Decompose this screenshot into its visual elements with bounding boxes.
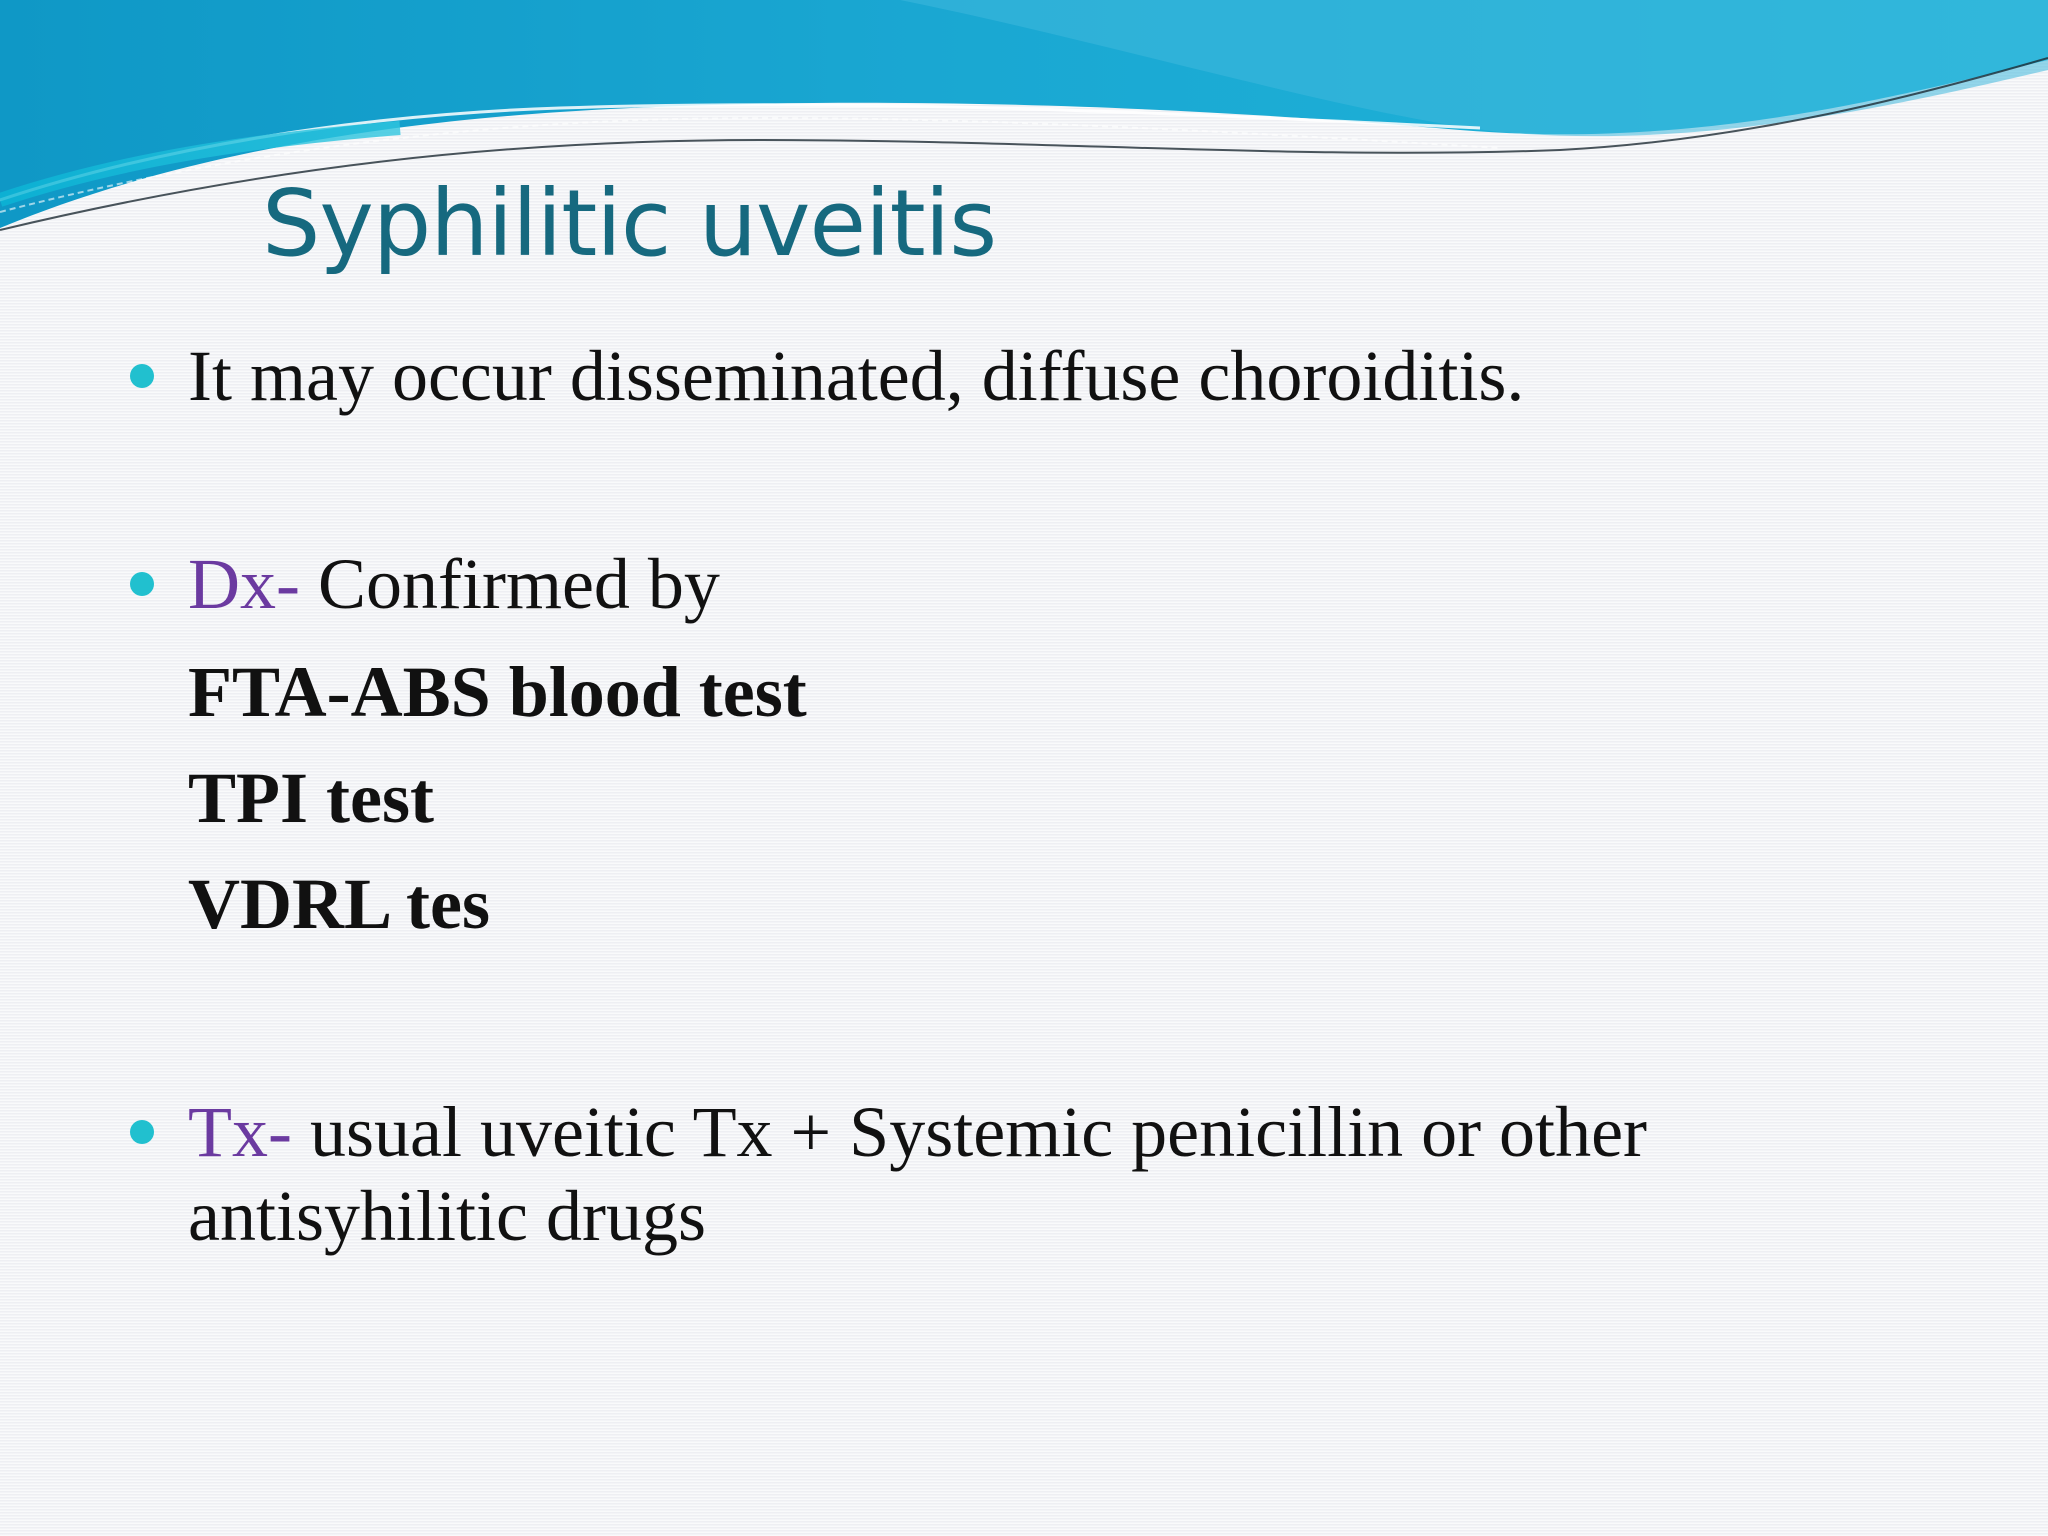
bullet-dot-icon [130, 364, 154, 388]
bullet-dot-icon [130, 572, 154, 596]
bullet-dot-icon [130, 1120, 154, 1144]
bullet-text: It may occur disseminated, diffuse choroiditis. [188, 336, 1525, 416]
dx-test-item: FTA-ABS blood test [188, 652, 807, 732]
dx-test-item: VDRL tes [188, 864, 490, 944]
dx-test-item: TPI test [188, 758, 434, 838]
bullet-label: Tx- [188, 1092, 292, 1172]
bullet-item-1 [130, 334, 1524, 418]
bullet-label: Dx- [188, 544, 300, 624]
bullet-body: usual uveitic Tx + Systemic penicillin or other antisyhilitic drugs [188, 1092, 1647, 1256]
bullet-text [188, 1090, 1828, 1258]
slide-title: Syphilitic uveitis [262, 170, 997, 277]
bullet-text [188, 542, 720, 626]
bullet-item-2 [130, 542, 720, 626]
bullet-body: Confirmed by [299, 544, 720, 624]
bullet-item-3 [130, 1090, 1828, 1258]
